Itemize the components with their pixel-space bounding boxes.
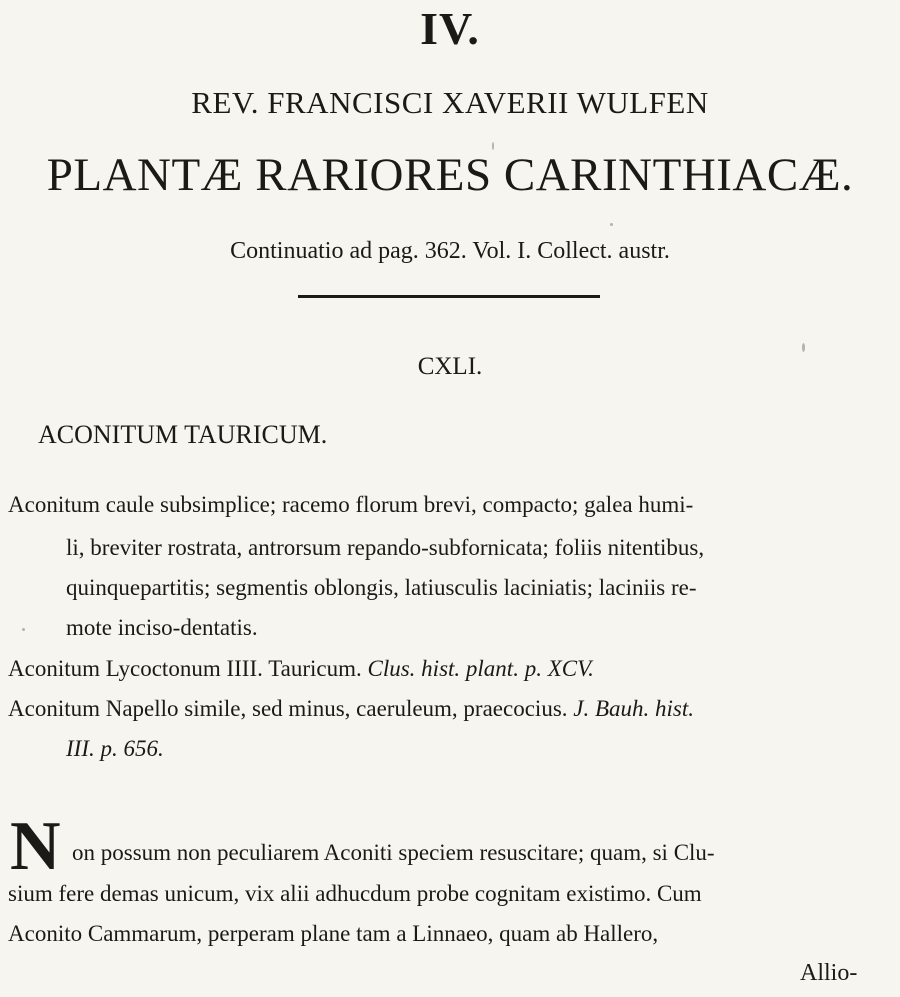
print-speck [22, 628, 25, 631]
synonym-text: Aconitum Napello simile, sed minus, caeruleum, praecocius. [8, 696, 574, 721]
print-speck [610, 223, 613, 226]
diagnosis-line: mote inciso-dentatis. [66, 615, 258, 640]
print-speck [802, 343, 805, 352]
synonym-reference: III. p. 656. [66, 736, 164, 761]
continuation-note: Continuatio ad pag. 362. Vol. I. Collect. austr. [230, 238, 670, 264]
body-line: Aconito Cammarum, perperam plane tam a Linnaeo, quam ab Hallero, [8, 921, 659, 946]
diagnosis-line: li, breviter rostrata, antrorsum repando-subfornicata; foliis nitentibus, [66, 535, 705, 560]
synonym-text: Aconitum Lycoctonum IIII. Tauricum. [8, 656, 368, 681]
title-rule [298, 295, 600, 298]
author-heading: REV. FRANCISCI XAVERII WULFEN [191, 85, 709, 120]
synonym-reference: Clus. hist. plant. p. XCV. [367, 656, 594, 681]
drop-cap: N [10, 808, 61, 885]
body-line: sium fere demas unicum, vix alii adhucdum probe cognitam existimo. Cum [8, 881, 702, 906]
synonym-reference: J. Bauh. hist. [573, 696, 695, 721]
diagnosis-line: quinquepartitis; segmentis oblongis, latiusculis laciniatis; laciniis re- [66, 575, 697, 600]
entry-number: CXLI. [417, 353, 483, 380]
synonym-line [8, 696, 694, 722]
body-line: on possum non peculiarem Aconiti speciem resuscitare; quam, si Clu- [72, 840, 715, 865]
diagnosis-line: Aconitum caule subsimplice; racemo florum brevi, compacto; galea humi- [8, 492, 694, 517]
page-title: PLANTÆ RARIORES CARINTHIACÆ. [46, 149, 854, 201]
species-heading: ACONITUM TAURICUM. [38, 420, 328, 449]
section-number: IV. [420, 3, 480, 54]
catchword: Allio- [800, 960, 858, 986]
synonym-line [8, 656, 594, 682]
print-speck [492, 142, 494, 150]
